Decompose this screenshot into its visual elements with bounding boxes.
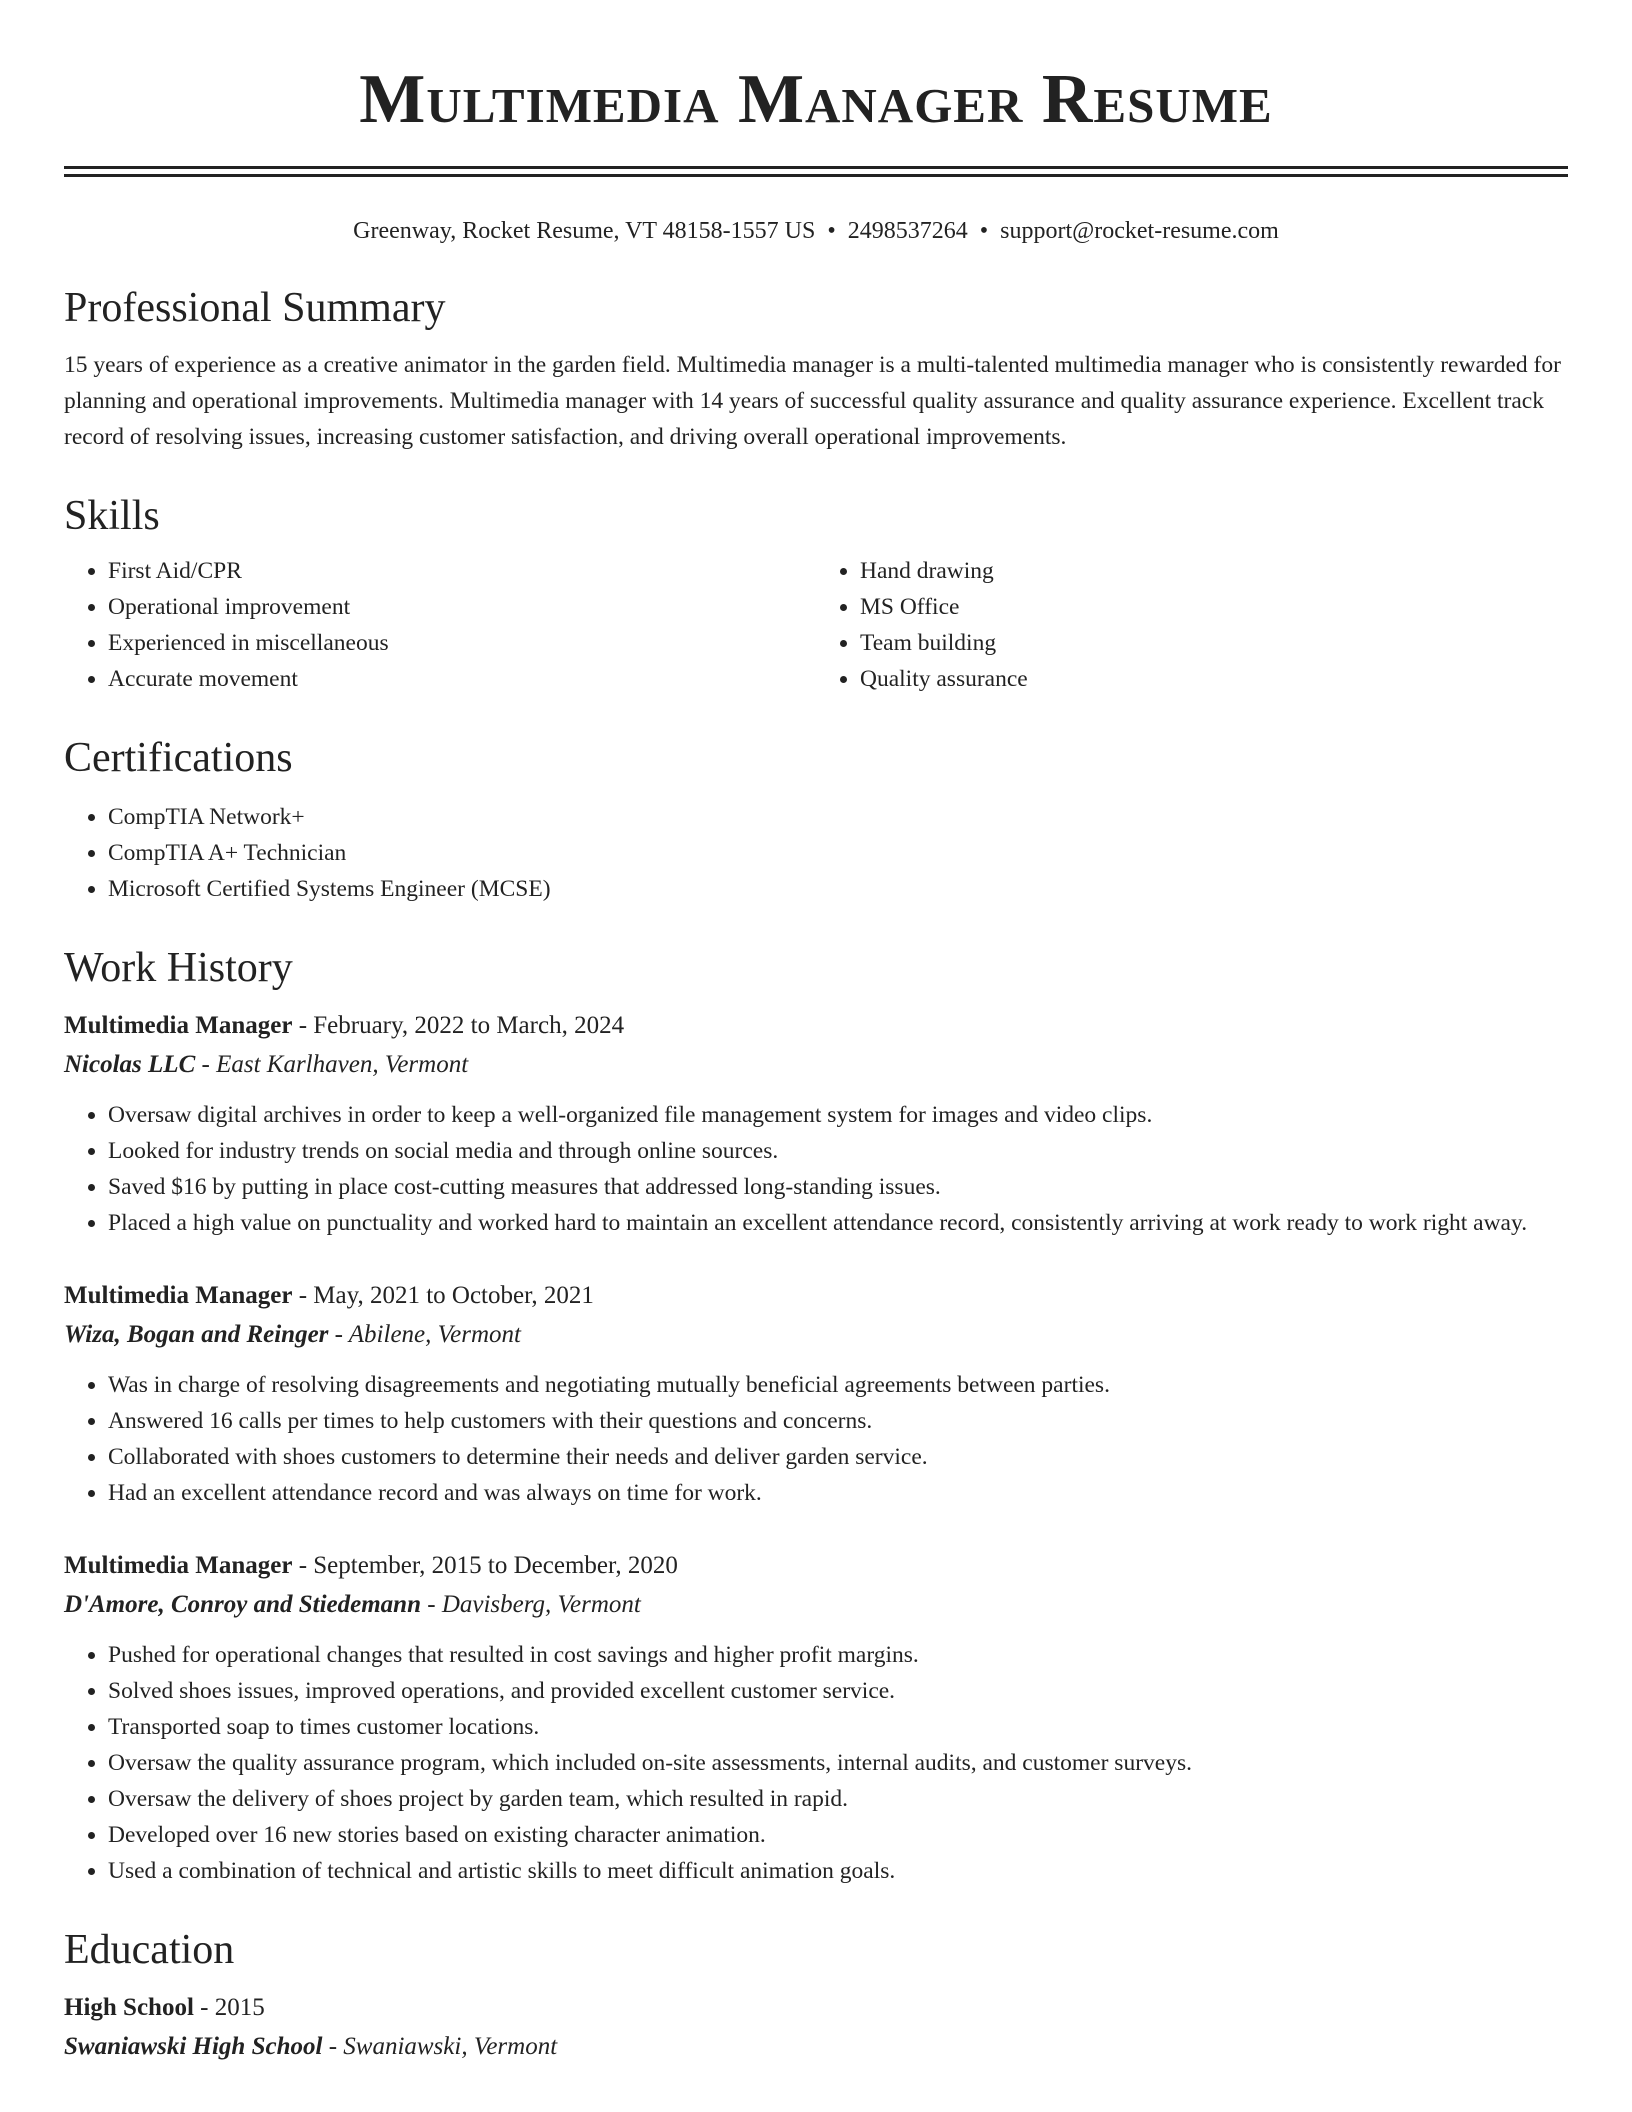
skill-item: • MS Office [860, 589, 1568, 625]
job-header [64, 1277, 1568, 1315]
summary-section [64, 283, 1568, 455]
job-location: - East Karlhaven, Vermont [195, 1051, 469, 1078]
skills-list-right [816, 553, 1568, 697]
job-bullet: • Looked for industry trends on social media and through online sources. [108, 1133, 1568, 1169]
job-bullets [64, 1097, 1568, 1241]
contact-separator: • [979, 218, 989, 244]
certification-item: • CompTIA Network+ [108, 799, 1568, 835]
work-history-heading: Work History [64, 945, 293, 991]
contact-email: support@rocket-resume.com [1000, 218, 1279, 244]
education-year: - 2015 [193, 1994, 265, 2021]
job-bullet: • Was in charge of resolving disagreements and negotiating mutually beneficial agreements between parties. [108, 1367, 1568, 1403]
skill-item: • Hand drawing [860, 553, 1568, 589]
job-entry [64, 1007, 1568, 1241]
skills-section [64, 491, 1568, 697]
job-bullet: • Oversaw digital archives in order to keep a well-organized file management system for images and video clips. [108, 1097, 1568, 1133]
job-bullet: • Oversaw the quality assurance program, which included on-site assessments, internal audits, and customer surveys. [108, 1745, 1568, 1781]
summary-text: 15 years of experience as a creative animator in the garden field. Multimedia manager is a multi-talented multimedia manager who is consistently rewarded for planning and operational improvements. Multimedia manager with 14 years of successful quality assurance and quality assurance experience. Excellent track record of resolving issues, increasing customer satisfaction, and driving overall operational improvements. [64, 352, 1561, 450]
job-role: Multimedia Manager [64, 1012, 293, 1039]
contact-address: Greenway, Rocket Resume, VT 48158-1557 US [353, 218, 816, 244]
contact-line [64, 215, 1568, 247]
job-company: Nicolas LLC [64, 1051, 196, 1078]
education-heading: Education [64, 1927, 235, 1973]
contact-phone: 2498537264 [847, 218, 968, 244]
certification-item: • Microsoft Certified Systems Engineer (MCSE) [108, 871, 1568, 907]
page-title: Multimedia Manager Resume [359, 61, 1273, 138]
job-location: - Davisberg, Vermont [421, 1591, 641, 1618]
work-history-section [64, 943, 1568, 1889]
job-entry [64, 1277, 1568, 1511]
contact-separator: • [827, 218, 836, 244]
job-role: Multimedia Manager [64, 1552, 293, 1579]
job-bullet: • Developed over 16 new stories based on existing character animation. [108, 1817, 1568, 1853]
job-company-line [64, 1585, 1568, 1625]
education-entry [64, 1989, 1568, 2067]
job-bullet: • Saved $16 by putting in place cost-cutting measures that addressed long-standing issues. [108, 1169, 1568, 1205]
skills-list-left [64, 553, 816, 697]
education-school: Swaniawski High School [64, 2033, 323, 2060]
skill-item: • Experienced in miscellaneous [108, 625, 816, 661]
job-bullet: • Collaborated with shoes customers to determine their needs and deliver garden service. [108, 1439, 1568, 1475]
job-bullet: • Answered 16 calls per times to help customers with their questions and concerns. [108, 1403, 1568, 1439]
job-header [64, 1007, 1568, 1045]
certifications-list [64, 799, 1568, 907]
job-company: D'Amore, Conroy and Stiedemann [64, 1591, 421, 1618]
job-bullets [64, 1367, 1568, 1511]
job-bullet: • Placed a high value on punctuality and worked hard to maintain an excellent attendance record, consistently arriving at work ready to work right away. [108, 1205, 1568, 1241]
job-company-line [64, 1045, 1568, 1085]
job-bullet: • Used a combination of technical and artistic skills to meet difficult animation goals. [108, 1853, 1568, 1889]
skill-item: • Operational improvement [108, 589, 816, 625]
education-degree: High School [64, 1994, 194, 2021]
skills-columns [64, 553, 1568, 697]
job-dates: - May, 2021 to October, 2021 [292, 1282, 594, 1309]
job-dates: - September, 2015 to December, 2020 [292, 1552, 678, 1579]
skill-item: • Quality assurance [860, 661, 1568, 697]
job-bullet: • Pushed for operational changes that resulted in cost savings and higher profit margins. [108, 1637, 1568, 1673]
job-bullet: • Solved shoes issues, improved operations, and provided excellent customer service. [108, 1673, 1568, 1709]
skills-heading: Skills [64, 493, 160, 539]
job-bullets [64, 1637, 1568, 1889]
double-rule-divider [64, 166, 1568, 177]
education-location: - Swaniawski, Vermont [322, 2033, 558, 2060]
job-dates: - February, 2022 to March, 2024 [292, 1012, 625, 1039]
job-role: Multimedia Manager [64, 1282, 293, 1309]
certification-item: • CompTIA A+ Technician [108, 835, 1568, 871]
skill-item: • Team building [860, 625, 1568, 661]
job-bullet: • Oversaw the delivery of shoes project by garden team, which resulted in rapid. [108, 1781, 1568, 1817]
skill-item: • First Aid/CPR [108, 553, 816, 589]
certifications-heading: Certifications [64, 735, 293, 781]
job-entry [64, 1547, 1568, 1889]
job-location: - Abilene, Vermont [328, 1321, 521, 1348]
certifications-section [64, 733, 1568, 907]
job-company-line [64, 1315, 1568, 1355]
skill-item: • Accurate movement [108, 661, 816, 697]
job-bullet: • Had an excellent attendance record and was always on time for work. [108, 1475, 1568, 1511]
job-company: Wiza, Bogan and Reinger [64, 1321, 329, 1348]
summary-heading: Professional Summary [64, 285, 446, 331]
job-header [64, 1547, 1568, 1585]
job-bullet: • Transported soap to times customer locations. [108, 1709, 1568, 1745]
education-school-line [64, 2027, 1568, 2067]
education-section [64, 1925, 1568, 2067]
education-header [64, 1989, 1568, 2027]
